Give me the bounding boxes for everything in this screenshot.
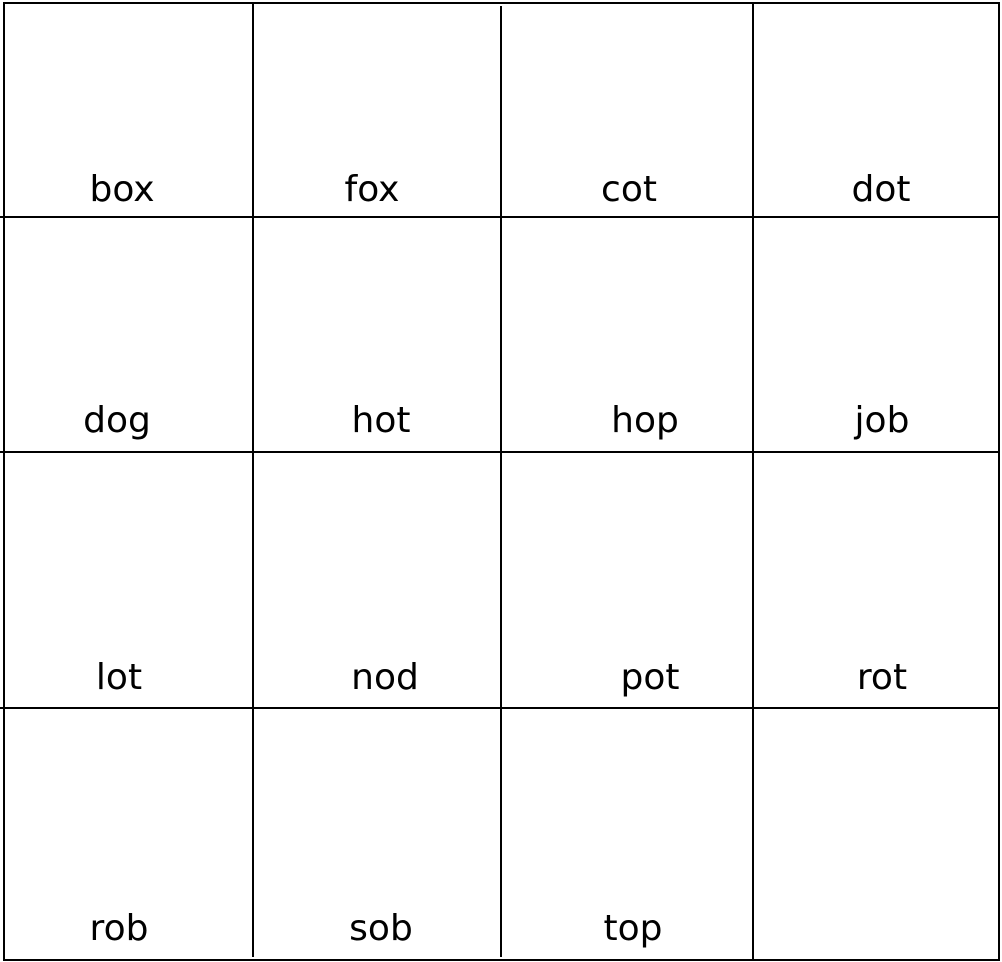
cell-word: lot	[95, 657, 143, 698]
cell-word: box	[89, 169, 155, 210]
cell-word: pot	[620, 657, 680, 698]
column-divider	[500, 6, 502, 957]
cell-word: top	[603, 908, 663, 949]
column-divider	[252, 2, 254, 957]
cell-word: hot	[351, 400, 411, 441]
column-divider	[752, 2, 754, 959]
cell-word: cot	[601, 169, 657, 210]
grid-border-left	[3, 2, 5, 961]
cell-word: fox	[344, 169, 400, 210]
cell-word: rot	[856, 657, 908, 698]
cell-word: dot	[851, 169, 911, 210]
grid-border-right	[998, 2, 1000, 961]
cell-word: dog	[83, 400, 151, 441]
cell-word: nod	[351, 657, 419, 698]
cell-word: hop	[611, 400, 679, 441]
cell-word: job	[854, 400, 910, 441]
cell-word: sob	[349, 908, 413, 949]
cell-word: rob	[89, 908, 149, 949]
grid-border-top	[3, 2, 1000, 4]
grid-border-bottom	[3, 959, 1000, 961]
